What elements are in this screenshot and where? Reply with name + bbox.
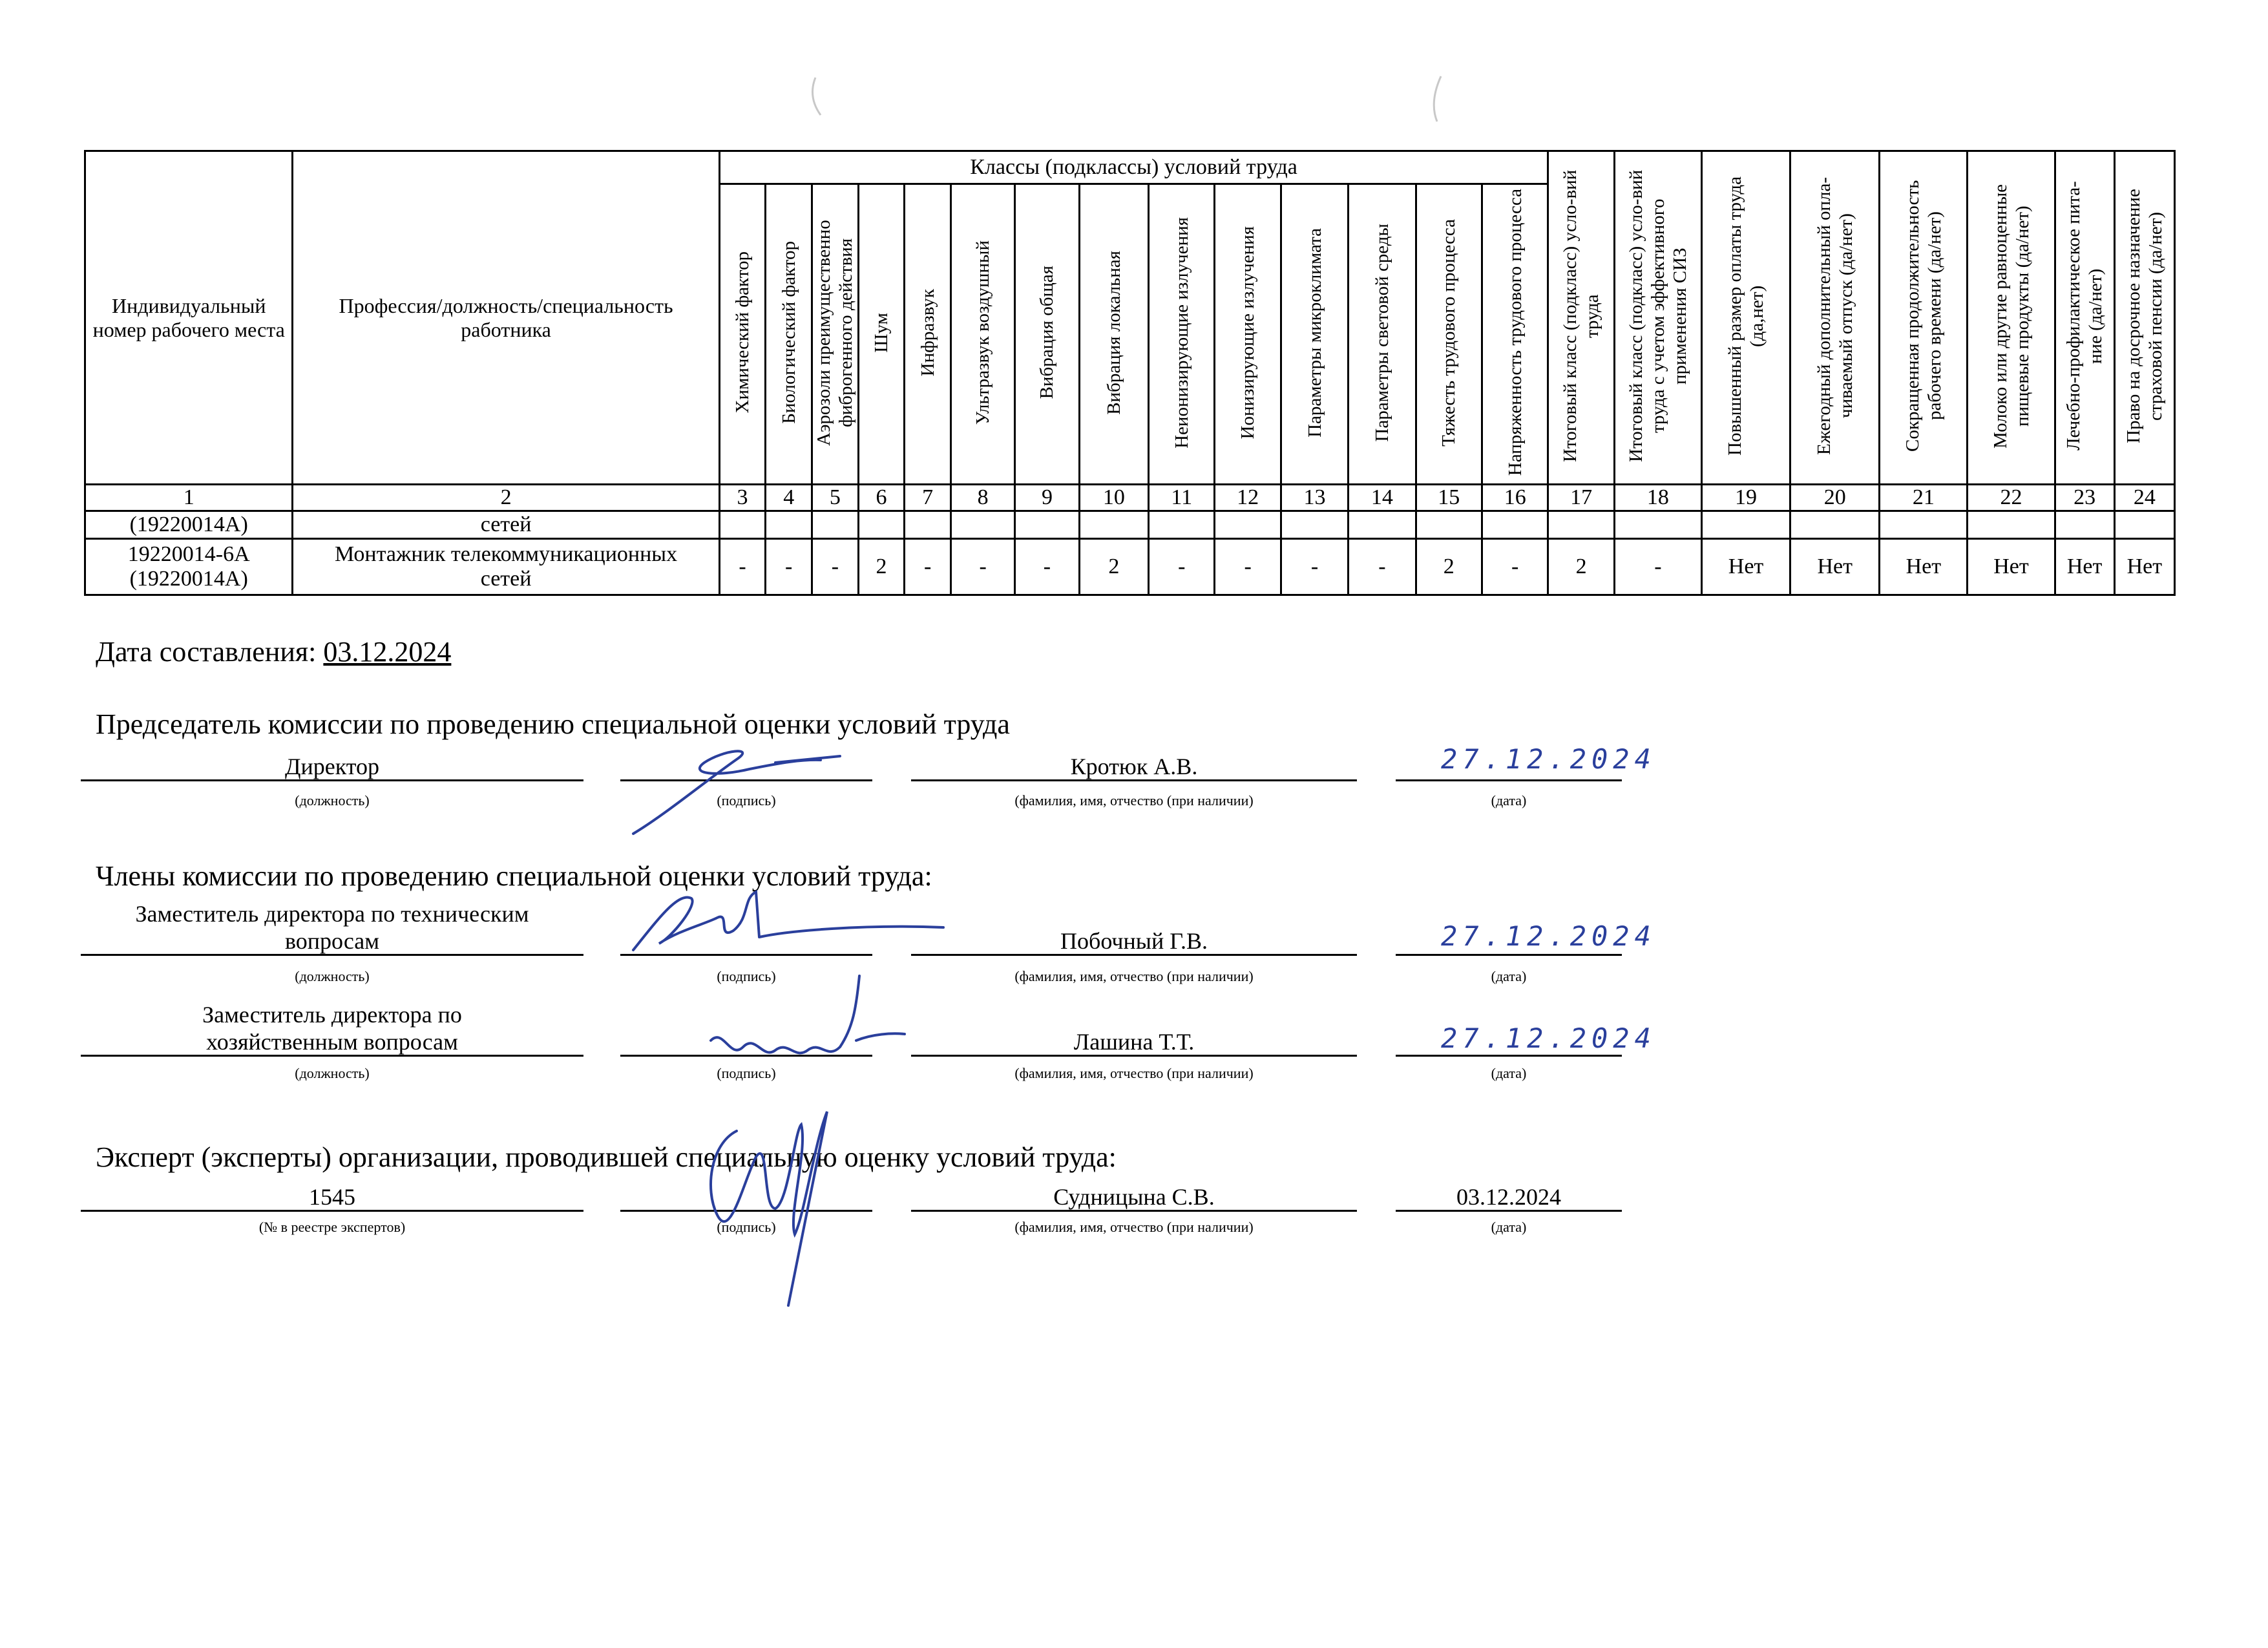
class-value-cell: Нет [1968,539,2055,595]
empty-cell [858,511,905,539]
column-number-cell: 18 [1614,485,1701,511]
chair-position: Директор [81,754,583,781]
empty-cell [812,511,859,539]
header-extra-23: Лечебно-профилактическое пита-ние (да/нет) [2055,151,2114,485]
class-value-cell: - [1015,539,1079,595]
column-number-cell: 23 [2055,485,2114,511]
empty-cell [2114,511,2174,539]
member1-date: 27.12.2024 [1441,920,1656,952]
class-value-cell: - [812,539,859,595]
caption-date: (дата) [1491,968,1527,984]
expert-heading: Эксперт (эксперты) организации, проводившей специальную оценку условий труда: [96,1141,1117,1173]
factor-ultrasound: Ультразвук воздушный [951,184,1015,485]
table-row [85,539,2175,595]
compilation-date-line [96,635,451,668]
class-value-cell: 2 [1416,539,1482,595]
empty-cell [951,511,1015,539]
empty-cell [1416,511,1482,539]
header-extra-24: Право на досрочное назначение страховой пенсии (да/нет) [2114,151,2174,485]
table-row [85,511,2175,539]
column-number-cell: 21 [1880,485,1968,511]
compilation-date-label: Дата составления: [96,636,317,668]
header-extra-19: Повышенный размер оплаты труда (да,нет) [1701,151,1790,485]
member1-signature [620,879,956,963]
workplace-id-cell [85,539,293,595]
expert-date: 03.12.2024 [1396,1184,1622,1212]
column-number-cell: 6 [858,485,905,511]
class-value-cell: - [1614,539,1701,595]
factor-aerosols: Аэрозоли преимущественно фиброгенного действия [812,184,859,485]
factor-labor-intensity: Напряженность трудового процесса [1482,184,1548,485]
workplace-id-line: (19220014А) [129,567,248,591]
caption-date: (дата) [1491,1219,1527,1235]
column-number-cell: 11 [1149,485,1215,511]
class-value-cell: - [766,539,812,595]
caption-signature: (подпись) [717,968,776,984]
factor-biological: Биологический фактор [766,184,812,485]
class-value-cell: - [1349,539,1416,595]
class-value-cell: - [1281,539,1348,595]
empty-cell [1015,511,1079,539]
member2-position-line1: Заместитель директора по [202,1002,462,1028]
header-extra-20: Ежегодный дополнительный опла-чиваемый отпуск (да/нет) [1790,151,1880,485]
header-extra-18: Итоговый класс (подкласс) усло-вий труда с учетом эффективного применения СИЗ [1614,151,1701,485]
header-profession: Профессия/должность/специальность работника [293,151,719,485]
empty-cell [1968,511,2055,539]
member2-position: хозяйственным вопросам [81,1029,583,1057]
column-number-cell: 19 [1701,485,1790,511]
empty-cell [905,511,951,539]
column-number-cell: 3 [719,485,766,511]
class-value-cell: 2 [1079,539,1148,595]
caption-position: (должность) [295,1065,370,1081]
caption-fio: (фамилия, имя, отчество (при наличии) [1014,1065,1254,1081]
member2-signature [704,969,911,1079]
class-value-cell: - [951,539,1015,595]
caption-fio: (фамилия, имя, отчество (при наличии) [1014,968,1254,984]
factor-ionizing: Ионизирующие излучения [1215,184,1281,485]
chair-heading: Председатель комиссии по проведению специальной оценки условий труда [96,708,1010,740]
empty-cell [1482,511,1548,539]
member1-name: Побочный Г.В. [911,928,1357,956]
column-number-cell: 22 [1968,485,2055,511]
empty-cell [766,511,812,539]
expert-name: Судницына С.В. [911,1184,1357,1212]
profession-line: Монтажник телекоммуникационных [335,542,678,566]
empty-cell [1079,511,1148,539]
column-number-cell: 24 [2114,485,2174,511]
profession-line: сетей [480,567,532,591]
column-number-cell: 17 [1548,485,1614,511]
member1-position: вопросам [81,928,583,956]
expert-signature [698,1086,853,1318]
compilation-date-value: 03.12.2024 [323,636,452,668]
caption-date: (дата) [1491,1065,1527,1081]
empty-cell [1281,511,1348,539]
header-work-conditions-classes: Классы (подклассы) условий труда [719,151,1548,184]
sout-summary-table [84,150,2176,596]
class-value-cell: 2 [858,539,905,595]
empty-cell [1149,511,1215,539]
factor-microclimate: Параметры микроклимата [1281,184,1348,485]
workplace-id-cell: (19220014А) [85,511,293,539]
empty-cell [719,511,766,539]
caption-position: (должность) [295,792,370,808]
class-value-cell: Нет [1880,539,1968,595]
column-number-cell: 7 [905,485,951,511]
factor-chemical: Химический фактор [719,184,766,485]
class-value-cell: Нет [2114,539,2174,595]
column-number-cell: 5 [812,485,859,511]
empty-cell [1548,511,1614,539]
header-workplace-id: Индивидуальный номер рабочего места [85,151,293,485]
column-number-cell: 8 [951,485,1015,511]
profession-cell [293,539,719,595]
factor-noise: Шум [858,184,905,485]
column-number-cell: 9 [1015,485,1079,511]
class-value-cell: Нет [1790,539,1880,595]
class-value-cell: - [1482,539,1548,595]
column-number-cell: 12 [1215,485,1281,511]
column-number-cell: 14 [1349,485,1416,511]
header-extra-17: Итоговый класс (подкласс) усло-вий труда [1548,151,1614,485]
class-value-cell: - [719,539,766,595]
class-value-cell: 2 [1548,539,1614,595]
caption-signature: (подпись) [717,1219,776,1235]
column-number-cell: 10 [1079,485,1148,511]
column-number-cell: 2 [293,485,719,511]
factor-nonionizing: Неионизирующие излучения [1149,184,1215,485]
workplace-id-line: 19220014-6А [127,542,250,566]
header-extra-22: Молоко или другие равноценные пищевые продукты (да/нет) [1968,151,2055,485]
class-value-cell: - [1215,539,1281,595]
caption-signature: (подпись) [717,1065,776,1081]
caption-position: (должность) [295,968,370,984]
class-value-cell: Нет [1701,539,1790,595]
empty-cell [1215,511,1281,539]
member2-name: Лашина Т.Т. [911,1029,1357,1057]
header-extra-21: Сокращенная продолжительность рабочего времени (да/нет) [1880,151,1968,485]
expert-registry-number: 1545 [81,1184,583,1212]
empty-cell [1614,511,1701,539]
empty-cell [2055,511,2114,539]
factor-vibration-general: Вибрация общая [1015,184,1079,485]
caption-fio: (фамилия, имя, отчество (при наличии) [1014,792,1254,808]
empty-cell [1701,511,1790,539]
column-number-cell: 20 [1790,485,1880,511]
member1-position-line1: Заместитель директора по техническим [135,901,529,927]
caption-signature: (подпись) [717,792,776,808]
members-heading: Члены комиссии по проведению специальной оценки условий труда: [96,860,932,892]
column-number-cell: 1 [85,485,293,511]
column-number-cell: 4 [766,485,812,511]
class-value-cell: - [1149,539,1215,595]
empty-cell [1880,511,1968,539]
class-value-cell: - [905,539,951,595]
chair-date: 27.12.2024 [1441,743,1656,775]
column-number-cell: 13 [1281,485,1348,511]
empty-cell [1349,511,1416,539]
class-value-cell: Нет [2055,539,2114,595]
chair-signature [627,737,859,840]
factor-lighting: Параметры световой среды [1349,184,1416,485]
profession-cell: сетей [293,511,719,539]
member2-date: 27.12.2024 [1441,1022,1656,1054]
empty-cell [1790,511,1880,539]
caption-fio: (фамилия, имя, отчество (при наличии) [1014,1219,1254,1235]
column-number-cell: 16 [1482,485,1548,511]
factor-labor-severity: Тяжесть трудового процесса [1416,184,1482,485]
caption-registry: (№ в реестре экспертов) [258,1219,406,1235]
column-numbers-row [85,485,2175,511]
caption-date: (дата) [1491,792,1527,808]
column-number-cell: 15 [1416,485,1482,511]
factor-infrasound: Инфразвук [905,184,951,485]
factor-vibration-local: Вибрация локальная [1079,184,1148,485]
chair-name: Кротюк А.В. [911,754,1357,781]
